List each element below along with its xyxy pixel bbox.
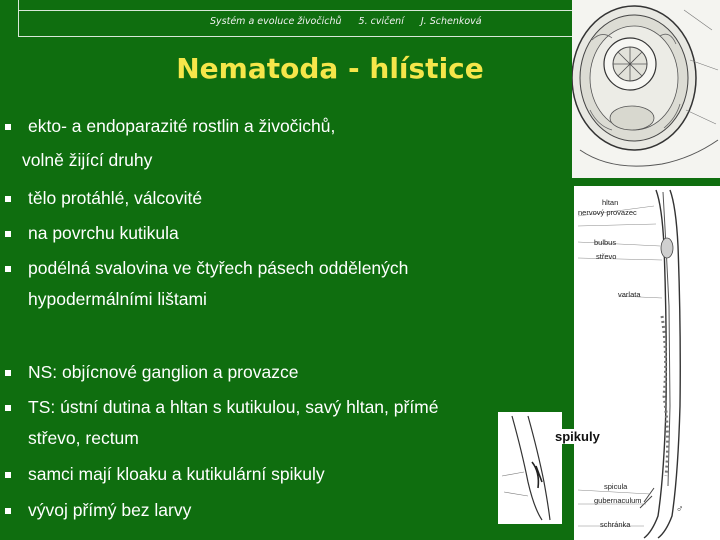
bullet-continuation: volně žijící druhy xyxy=(22,150,153,170)
label-schranka: schránka xyxy=(600,520,631,529)
header-author: J. Schenková xyxy=(420,16,482,27)
bullet-marker xyxy=(5,405,11,411)
bullet-marker xyxy=(5,370,11,376)
label-varlata: varlata xyxy=(618,290,641,299)
header-top-rule xyxy=(18,10,578,11)
bullet-marker xyxy=(5,196,11,202)
bullet-text: na povrchu kutikula xyxy=(28,223,179,243)
bullet-text: tělo protáhlé, válcovité xyxy=(28,188,203,208)
label-strevo: střevo xyxy=(596,252,617,261)
header-session: 5. cvičení xyxy=(358,16,404,27)
bullet-marker xyxy=(5,508,11,514)
bullet-continuation: hypodermálními lištami xyxy=(28,289,207,309)
bullet-marker xyxy=(5,472,11,478)
male-symbol: ♂ xyxy=(676,504,684,515)
slide-header xyxy=(210,16,510,27)
nematode-anatomy-image xyxy=(574,186,720,540)
bullet-marker xyxy=(5,124,11,130)
bullet-marker xyxy=(5,266,11,272)
header-vertical-rule xyxy=(18,0,19,36)
bullet-text: vývoj přímý bez larvy xyxy=(28,500,192,520)
nematode-cross-section-image xyxy=(572,0,720,178)
header-bottom-rule xyxy=(18,36,578,37)
bullet-continuation: střevo, rectum xyxy=(28,428,139,448)
label-hltan: hltan xyxy=(602,198,619,207)
bullet-text: ekto- a endoparazité rostlin a živočichů, xyxy=(28,116,336,136)
slide-title: Nematoda - hlístice xyxy=(176,52,484,85)
label-nervovy-provazec: nervový provazec xyxy=(578,208,637,217)
label-spicula: spicula xyxy=(604,482,628,491)
bullet-text: podélná svalovina ve čtyřech pásech oddělených xyxy=(28,258,409,278)
bullet-marker xyxy=(5,231,11,237)
spikuly-label: spikuly xyxy=(552,429,603,444)
header-subject: Systém a evoluce živočichů xyxy=(210,16,342,27)
bullet-text: NS: objícnové ganglion a provazce xyxy=(28,362,299,382)
label-bulbus: bulbus xyxy=(594,238,617,247)
cross-section-drawing xyxy=(572,0,720,178)
label-gubernaculum: gubernaculum xyxy=(594,496,642,505)
bullet-text: TS: ústní dutina a hltan s kutikulou, savý hltan, přímé xyxy=(28,397,439,417)
bullet-text: samci mají kloaku a kutikulární spikuly xyxy=(28,464,325,484)
